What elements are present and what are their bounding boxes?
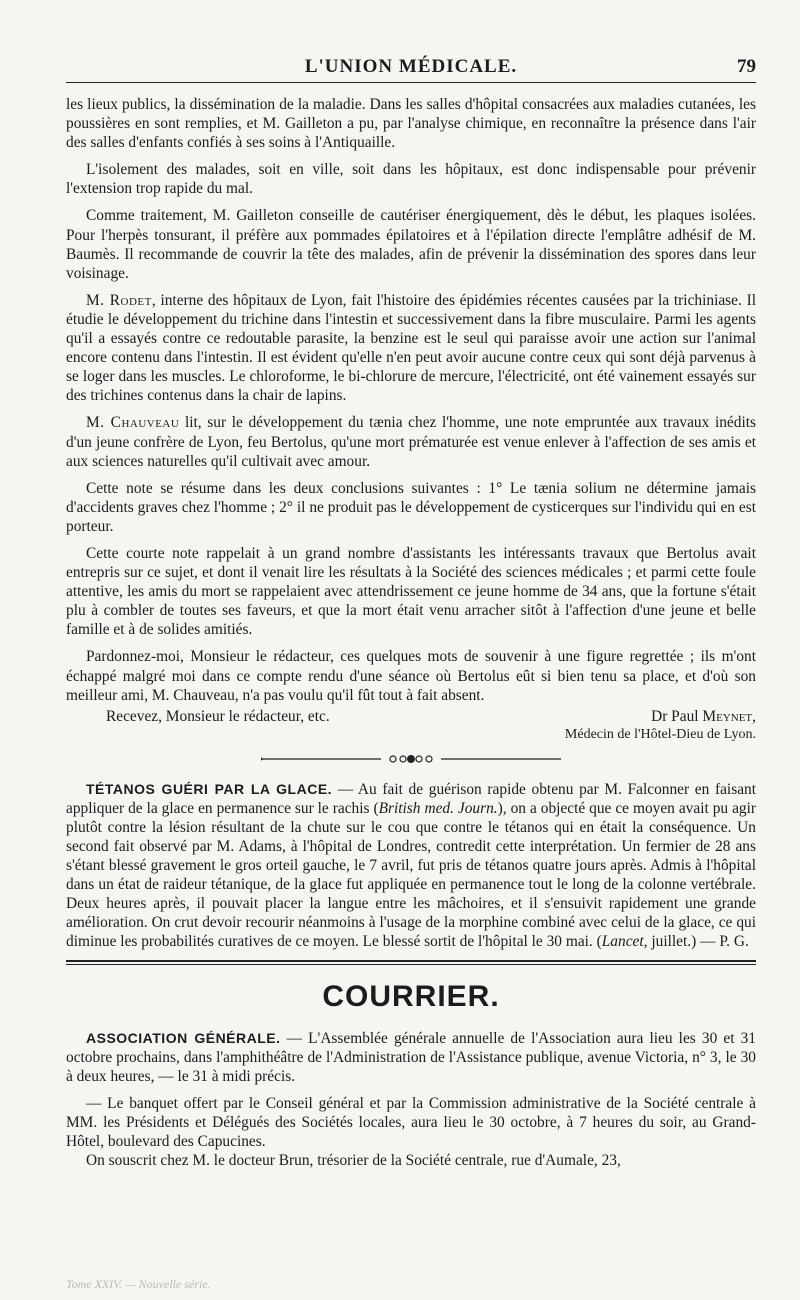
speaker-name: M. Chauveau [86, 414, 180, 432]
paragraph-7: Cette courte note rappelait à un grand nombre d'assistants les intéressants travaux que Bertolus avait entrepris sur ce sujet, et dont il venait lire les résultats à la Société des sciences médicales ; et parmi cette foule attentive, les amis du mort se rappelaient avec attendrissement ce jeune homme de 34 ans, que la fortune s'était plu à combler de toutes ses faveurs, et que la mort était venu arracher sitôt à l'affection d'une jeune et belle famille et à de solides amitiés. [66, 544, 756, 639]
paragraph-2: L'isolement des malades, soit en ville, soit dans les hôpitaux, est donc indispensable pour prévenir l'extension trop rapide du mal. [66, 161, 756, 198]
signature-affiliation: Médecin de l'Hôtel-Dieu de Lyon. [564, 726, 756, 742]
article-text-c: juillet.) — P. G. [647, 933, 749, 951]
subscription-notice: On souscrit chez M. le docteur Brun, trésorier de la Société centrale, rue d'Aumale, 23, [86, 1152, 621, 1170]
association-text: — L'Assemblée générale annuelle de l'Association aura lieu les 30 et 31 octobre prochains, dans l'amphithéâtre de l'Administration de l'Assistance publique, avenue Victoria, n° 3, le 30 à deux heures, — le 31 à midi précis. [66, 1029, 756, 1085]
association-notice [66, 1029, 756, 1086]
paragraph-6: Cette note se résume dans les deux conclusions suivantes : 1° Le tænia solium ne détermine jamais d'accidents graves chez l'homme ; 2° il ne produit pas le développement de cysticerques sur l'individu qui en est porteur. [66, 479, 756, 535]
ornament-divider-icon [261, 753, 561, 765]
running-header [66, 52, 756, 83]
signature-surname: Meynet [702, 707, 753, 725]
article-text-a: — Au fait de guérison rapide obtenu par M. Falconner en faisant appliquer de la glace en permanence sur le rachis ( [66, 780, 756, 817]
page-number: 79 [737, 56, 756, 77]
signature-prefix: Dr Paul [651, 707, 703, 725]
paragraph-rodet [66, 291, 756, 406]
article-heading: TÉTANOS GUÉRI PAR LA GLACE. [86, 780, 333, 797]
journal-title: L'UNION MÉDICALE. [304, 56, 518, 77]
paragraph-chauveau [66, 413, 756, 470]
lancet-reference: Lancet, [601, 933, 648, 951]
section-rule [66, 960, 756, 965]
association-heading: ASSOCIATION GÉNÉRALE. [86, 1029, 281, 1046]
paragraph-3: Comme traitement, M. Gailleton conseille de cautériser énergiquement, dès le début, les plaques isolées. Pour l'herpès tonsurant, il préfère aux pommades épilatoires et à l'épilation directe l'emplâtre adhésif de M. Baumès. Il recommande de couvrir la tête des malades, afin de prévenir la dissémination des spores dans leur voisinage. [66, 207, 756, 282]
section-title: COURRIER. [322, 979, 500, 1013]
signature-name [631, 707, 756, 726]
closing-formula: Recevez, Monsieur le rédacteur, etc. [106, 707, 330, 725]
paragraph-text: lit, sur le développement du tænia chez l'homme, une note empruntée aux travaux inédits d'un jeune confrère de Lyon, feu Bertolus, qu'une mort prématurée est venue enlever à l'affection de ses amis et aux sciences naturelles qu'il cultivait avec amour. [66, 414, 757, 470]
article-body [66, 95, 756, 1170]
paragraph-8: Pardonnez-moi, Monsieur le rédacteur, ces quelques mots de souvenir à une figure regrettée ; ils m'ont échappé malgré moi dans ce compte rendu d'une séance où Bertolus eût si bien tenu sa place, et d'où son meilleur ami, M. Chauveau, n'a pas voulu qu'il fût tout à fait absent. [66, 648, 756, 704]
ornament-divider [66, 752, 756, 766]
paragraph-text: , interne des hôpitaux de Lyon, fait l'histoire des épidémies récentes causées par la trichiniase. Il étudie le développement du trichine dans l'intestin et successivement dans la fibre musculaire. Parmi les agents qu'il a essayés contre ce redoutable parasite, la benzine est le seul qui paraisse avoir une action sur l'animal encore contenu dans l'intestin. Il est évident qu'elle n'en peut avoir aucune contre ceux qui sont déjà parvenus à se loger dans les muscles. Le chloroforme, le bi-chlorure de mercure, l'électricité, ont été vainement essayés sur des trichines contenus dans la chair de lapins. [66, 291, 756, 405]
paragraph-1: les lieux publics, la dissémination de la maladie. Dans les salles d'hôpital consacrées aux maladies cutanées, les poussières en sont remplies, et M. Gailleton a pu, par l'analyse chimique, en reconnaître la présence dans l'air des salles d'enfants confiés à ses soins à l'Antiquaille. [66, 96, 756, 152]
signature-line [66, 707, 756, 726]
signature-suffix: , [752, 707, 756, 725]
banquet-notice: — Le banquet offert par le Conseil général et par la Commission administrative de la Société centrale à MM. les Présidents et Délégués des Sociétés locales, aura lieu le 30 octobre, à 7 heures du soir, au Grand-Hôtel, boulevard des Capucines. [66, 1094, 756, 1151]
article-text-b: ), on a objecté que ce moyen avait pu agir plutôt contre la lésion résultant de la chute sur le cou que contre le tétanos qui en était la conséquence. Un second fait observé par M. Adams, à l'hôpital de Londres, contredit cette interprétation. Un fermier de 28 ans s'étant blessé gravement le gros orteil gauche, le 7 avril, fut pris de tétanos quatre jours après. Admis à l'hôpital dans un état de raideur tétanique, de la glace fut appliquée en permanence tout le long de la colonne vertébrale. Deux heures après, il pouvait placer la langue entre les mâchoires, et il s'ensuivit rapidement une grande amélioration. On crut devoir recourir néanmoins à l'usage de la morphine combiné avec celui de la glace, ce qui diminue les probabilités curatives de ce moyen. Le blessé sortit de l'hôpital le 30 mai. ( [66, 799, 757, 951]
speaker-name: M. Rodet [86, 291, 152, 309]
journal-reference: British med. Journ. [378, 799, 498, 817]
tetanos-article [66, 780, 756, 952]
footer-volume: Tome XXIV. — Nouvelle série. [66, 1277, 211, 1291]
